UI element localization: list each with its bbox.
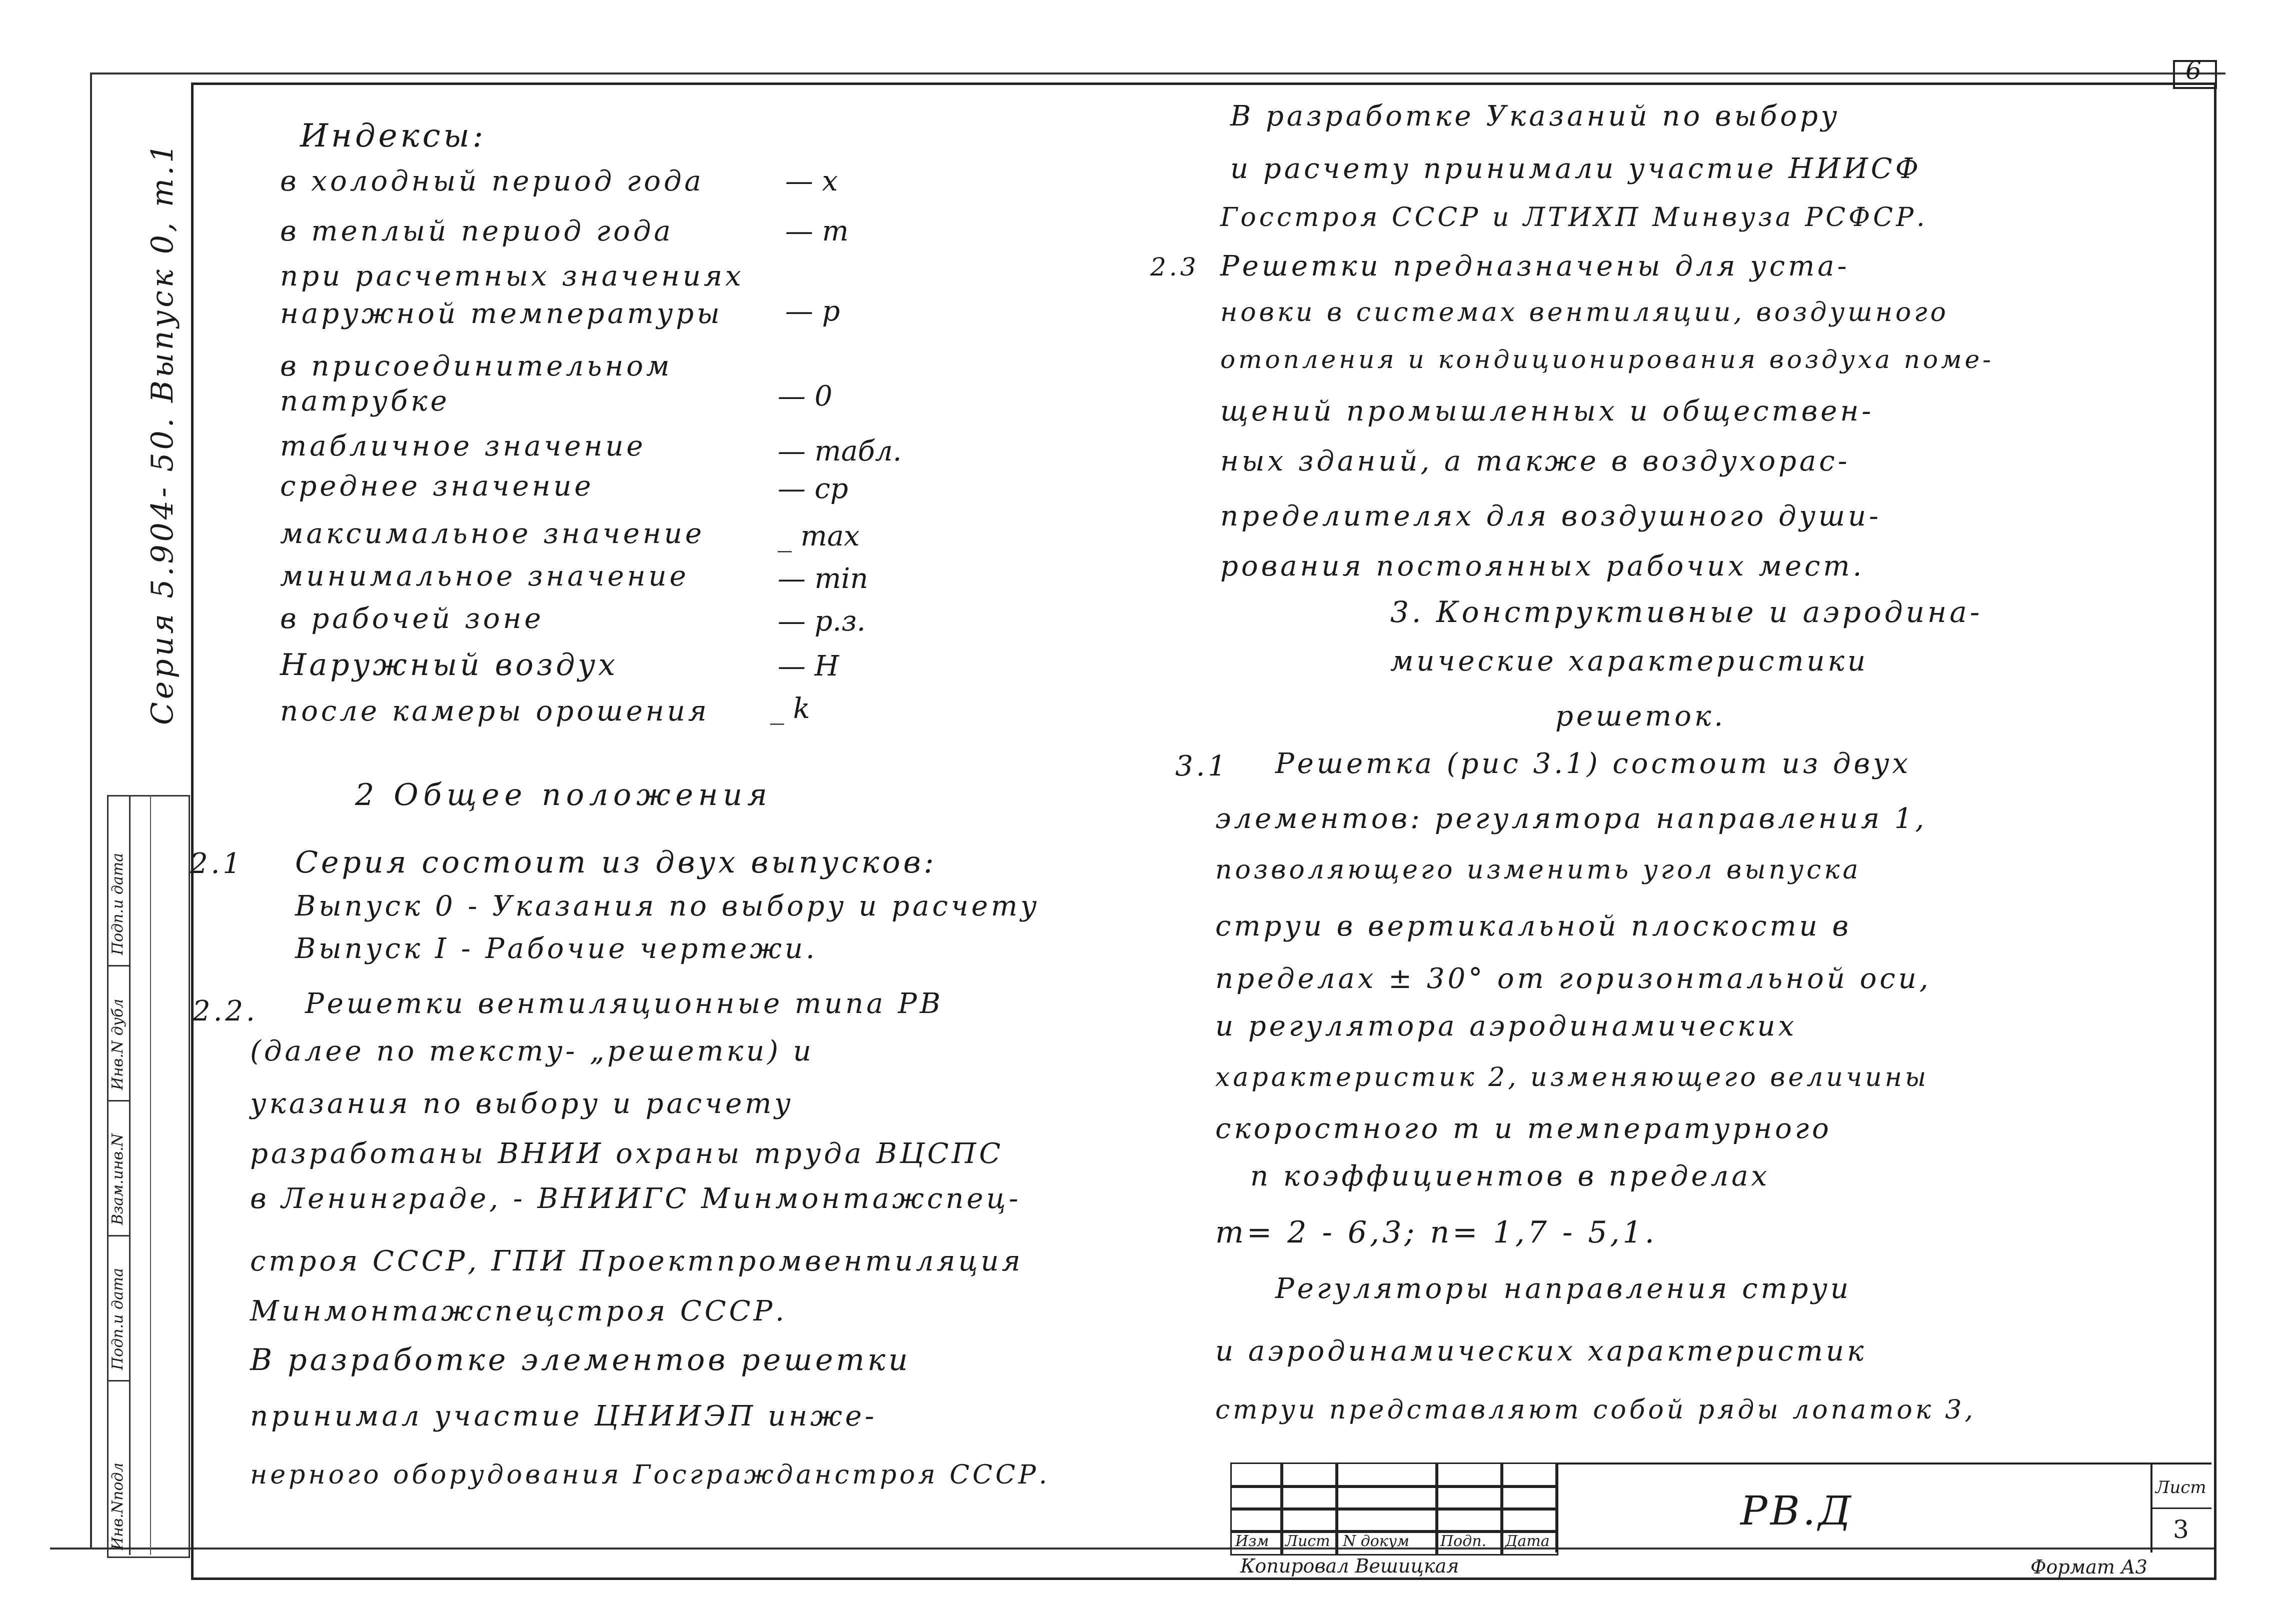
- grid-cell: [1280, 1508, 1338, 1533]
- indices-title: Индексы:: [300, 118, 487, 154]
- paper-format: Формат А3: [2030, 1556, 2147, 1578]
- paragraph-line: струи представляют собой ряды лопаток 3,: [1215, 1395, 1976, 1425]
- paragraph-line: В разработке элементов решетки: [250, 1342, 911, 1378]
- paragraph-line: нерного оборудования Госгражданстроя СССР.: [250, 1460, 1050, 1490]
- index-symbol: _ k: [770, 692, 810, 725]
- index-symbol: — 0: [778, 380, 833, 412]
- index-symbol: — р.з.: [778, 605, 866, 638]
- paragraph-line: разработаны ВНИИ охраны труда ВЦСПС: [250, 1138, 1004, 1170]
- paragraph-line: и аэродинамических характеристик: [1215, 1335, 1867, 1368]
- copied-by: Копировал Вешицкая: [1240, 1555, 1459, 1577]
- title-block: [1230, 1462, 2211, 1578]
- stamp-header-date: Дата: [1505, 1532, 1550, 1550]
- grid-cell: [1435, 1485, 1503, 1510]
- grid-cell: [1500, 1508, 1558, 1533]
- paragraph-line: новки в системах вентиляции, воздушного: [1220, 298, 1949, 328]
- side-label-inv-dubl: Инв.N дубл: [109, 998, 127, 1090]
- index-symbol: _ max: [778, 520, 860, 552]
- index-item: среднее значение: [280, 470, 594, 502]
- index-item: Наружный воздух: [280, 648, 619, 682]
- paragraph-number: 2.2.: [193, 995, 258, 1028]
- stamp-header-podp: Подп.: [1440, 1532, 1487, 1550]
- paragraph-line: и расчету принимали участие НИИСФ: [1230, 152, 1922, 185]
- grid-cell: [1435, 1462, 1503, 1488]
- section-title-line: 3. Конструктивные и аэродина-: [1390, 595, 1983, 629]
- index-item: максимальное значение: [280, 518, 705, 550]
- index-symbol: — min: [778, 562, 868, 595]
- grid-cell: [1280, 1462, 1338, 1488]
- grid-cell: [1230, 1485, 1283, 1510]
- index-symbol: — т: [785, 215, 849, 248]
- paragraph-line: характеристик 2, изменяющего величины: [1215, 1062, 1929, 1092]
- stamp-header-list: Лист: [1285, 1532, 1330, 1550]
- side-sep: [107, 1380, 130, 1382]
- index-item: после камеры орошения: [280, 695, 710, 728]
- index-symbol: — р: [785, 295, 840, 328]
- grid-cell: [1335, 1508, 1438, 1533]
- paragraph-line: в Ленинграде, - ВНИИГС Минмонтажспец-: [250, 1182, 1022, 1215]
- paragraph-number: 2.1: [190, 848, 244, 880]
- paragraph-line: строя СССР, ГПИ Проектпромвентиляция: [250, 1245, 1024, 1278]
- paragraph-line: Госстроя СССР и ЛТИХП Минвуза РСФСР.: [1220, 202, 1928, 232]
- paragraph-line: щений промышленных и обществен-: [1220, 395, 1874, 428]
- paragraph-line: Выпуск 0 - Указания по выбору и расчету: [295, 890, 1040, 922]
- paragraph-line: Решетки вентиляционные типа РВ: [305, 988, 944, 1020]
- grid-cell: [1230, 1462, 1283, 1488]
- stamp-sheet-mid: [2150, 1508, 2211, 1509]
- paragraph-line: В разработке Указаний по выбору: [1230, 100, 1840, 132]
- outer-border-left: [90, 72, 92, 1548]
- paragraph-line: пределителях для воздушного души-: [1220, 500, 1882, 532]
- outer-border-top: [90, 72, 2225, 74]
- section-2-title: 2 Общее положения: [355, 778, 772, 812]
- grid-cell: [1280, 1485, 1338, 1510]
- side-label-podp-2: Подп.и дата: [109, 852, 127, 955]
- paragraph-line: (далее по тексту- „решетки) и: [250, 1035, 814, 1068]
- index-symbol: — ср: [778, 472, 849, 505]
- index-item: при расчетных значениях: [280, 260, 744, 292]
- series-vertical-text: Серия 5.904- 50. Выпуск 0, т.1: [145, 140, 180, 725]
- paragraph-line: элементов: регулятора направления 1,: [1215, 802, 1927, 835]
- grid-cell: [1230, 1508, 1283, 1533]
- stamp-header-doc: N докум: [1343, 1532, 1410, 1550]
- paragraph-line: Серия состоит из двух выпусков:: [295, 845, 937, 880]
- document-code: РВ.Д: [1740, 1488, 1854, 1534]
- paragraph-line: Выпуск I - Рабочие чертежи.: [295, 932, 818, 965]
- paragraph-line: указания по выбору и расчету: [250, 1088, 794, 1120]
- paragraph-line: Решетка (рис 3.1) состоит из двух: [1275, 748, 1911, 780]
- sheet-number: 3: [2173, 1515, 2189, 1544]
- side-label-podp-1: Подп.и дата: [109, 1268, 127, 1370]
- paragraph-line: пределах ± 30° от горизонтальной оси,: [1215, 962, 1931, 995]
- paragraph-number: 3.1: [1175, 750, 1229, 782]
- paragraph-line: и регулятора аэродинамических: [1215, 1010, 1797, 1042]
- top-sheet-number: 6: [2185, 56, 2201, 85]
- side-sep: [107, 1235, 130, 1236]
- side-strip-divider: [129, 795, 131, 1555]
- paragraph-line: отопления и кондиционирования воздуха поме-: [1220, 345, 1994, 374]
- index-item: табличное значение: [280, 430, 646, 462]
- section-title-line: решеток.: [1555, 700, 1726, 732]
- index-item: патрубке: [280, 385, 450, 418]
- stamp-top-line: [1555, 1462, 2211, 1464]
- index-item: наружной температуры: [280, 298, 723, 330]
- paragraph-line: Минмонтажспецстроя СССР.: [250, 1295, 788, 1328]
- grid-cell: [1435, 1508, 1503, 1533]
- index-item: в рабочей зоне: [280, 602, 544, 635]
- paragraph-line: ных зданий, а также в воздухорас-: [1220, 445, 1850, 478]
- paragraph-line: принимал участие ЦНИИЭП инже-: [250, 1400, 877, 1432]
- paragraph-line: Регуляторы направления струи: [1275, 1272, 1852, 1305]
- paragraph-line: n коэффициентов в пределах: [1250, 1160, 1770, 1192]
- paragraph-line: m= 2 - 6,3; n= 1,7 - 5,1.: [1215, 1215, 1657, 1250]
- paragraph-line: рования постоянных рабочих мест.: [1220, 550, 1865, 582]
- index-item: в присоединительном: [280, 350, 673, 382]
- sheet-label: Лист: [2155, 1478, 2206, 1498]
- grid-cell: [1500, 1462, 1558, 1488]
- grid-cell: [1335, 1462, 1438, 1488]
- paragraph-line: скоростного m и температурного: [1215, 1112, 1832, 1145]
- side-strip-divider-2: [150, 795, 151, 1555]
- stamp-divider: [1555, 1462, 1557, 1552]
- index-symbol: — х: [785, 165, 838, 198]
- grid-cell: [1500, 1485, 1558, 1510]
- paragraph-line: Решетки предназначены для уста-: [1220, 250, 1850, 282]
- side-label-inv-podl: Инв.Nподл: [109, 1462, 127, 1550]
- index-symbol: — Н: [778, 650, 839, 682]
- side-sep: [107, 965, 130, 966]
- side-label-vzam: Взам.инв.N: [109, 1133, 127, 1225]
- section-title-line: мические характеристики: [1390, 645, 1869, 678]
- paragraph-line: позволяющего изменить угол выпуска: [1215, 855, 1861, 885]
- grid-cell: [1335, 1485, 1438, 1510]
- paragraph-line: струи в вертикальной плоскости в: [1215, 910, 1852, 942]
- paragraph-number: 2.3: [1150, 252, 1199, 282]
- index-item: минимальное значение: [280, 560, 689, 592]
- index-item: в холодный период года: [280, 165, 704, 198]
- index-symbol: — табл.: [778, 435, 902, 468]
- stamp-header-izm: Изм: [1235, 1532, 1269, 1550]
- side-sep: [107, 1100, 130, 1102]
- index-item: в теплый период года: [280, 215, 674, 248]
